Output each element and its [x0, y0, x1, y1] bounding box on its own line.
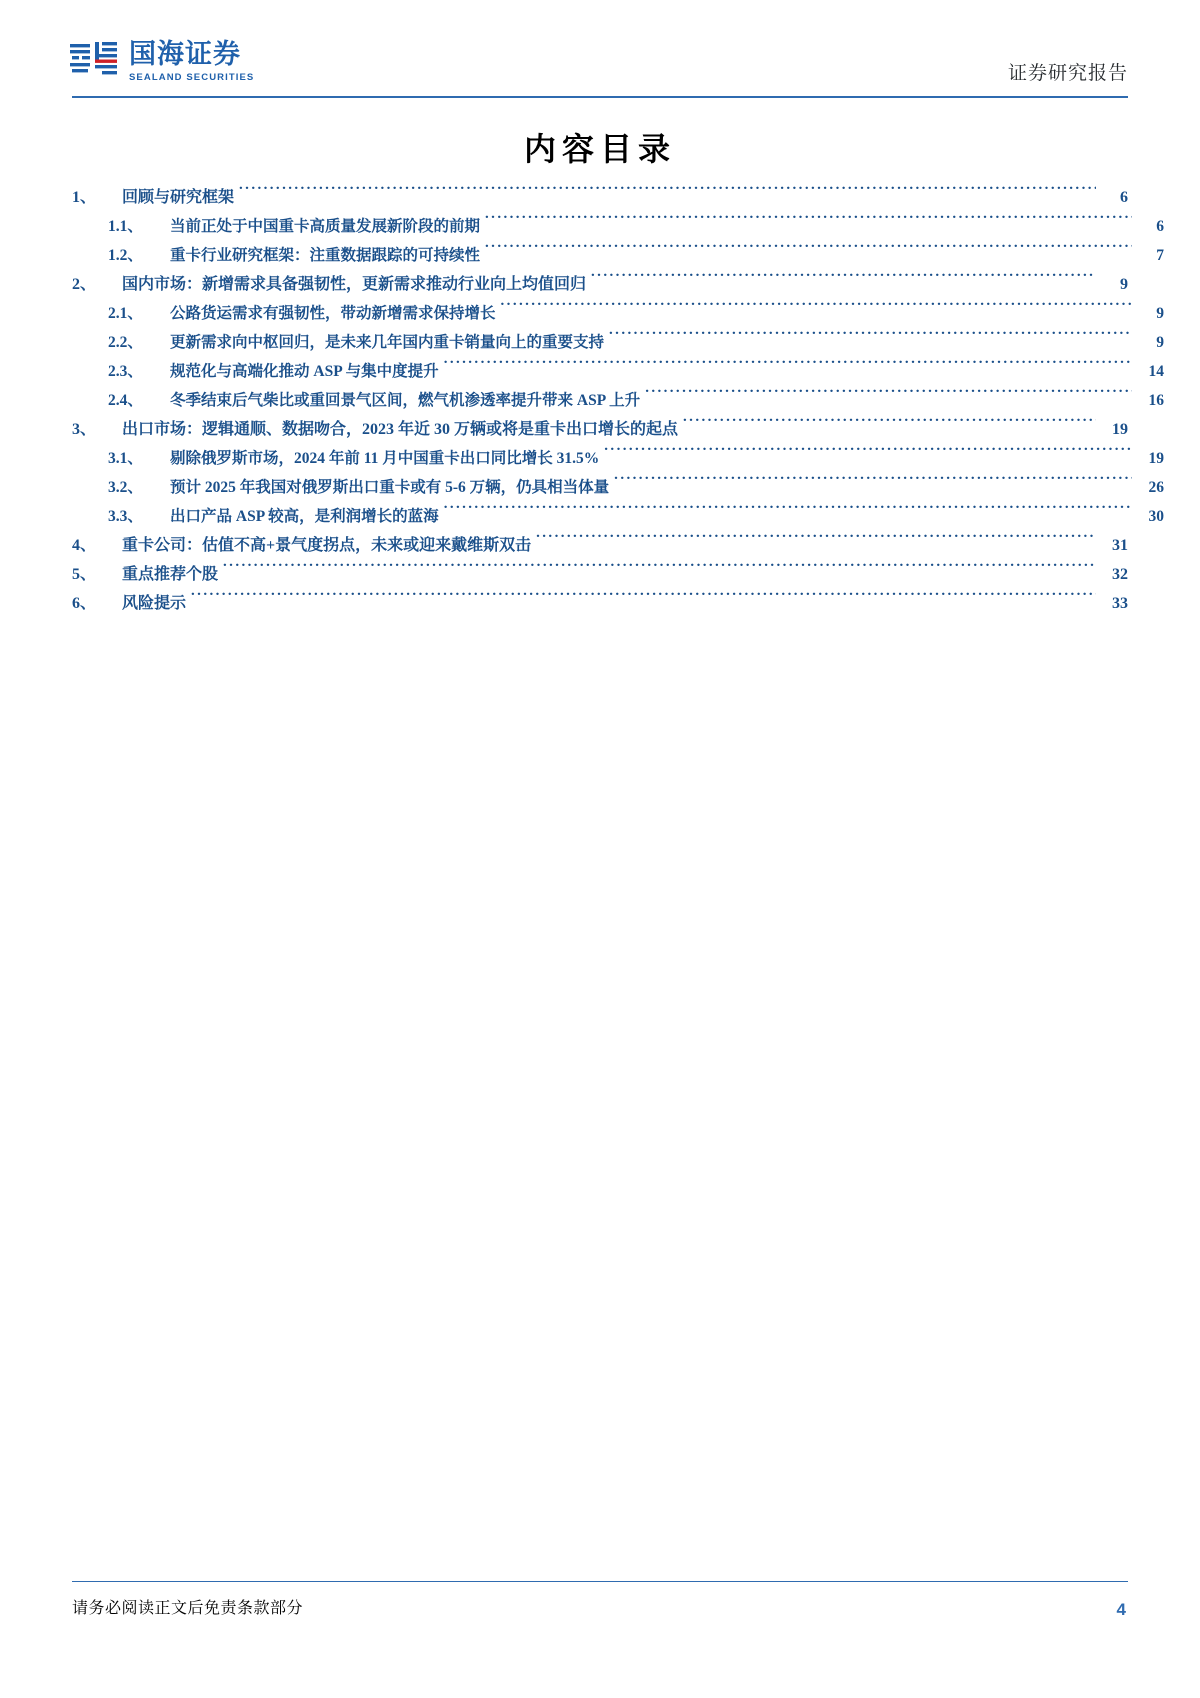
toc-entry[interactable] [72, 211, 1164, 240]
toc-entry[interactable] [72, 182, 1128, 211]
toc-leader-dots [609, 327, 1132, 347]
toc-entry-page: 19 [1148, 450, 1164, 467]
toc-entry[interactable] [72, 385, 1164, 414]
toc-entry-page: 9 [1120, 276, 1128, 293]
page-header [0, 0, 1200, 100]
toc-entry-number: 2.4、 [108, 392, 143, 409]
toc-entry-number: 5、 [72, 566, 97, 583]
toc-leader-dots [591, 269, 1096, 289]
toc-leader-dots [536, 530, 1096, 550]
toc-entry-page: 33 [1112, 595, 1128, 612]
toc-entry-label: 冬季结束后气柴比或重回景气区间，燃气机渗透率提升带来 ASP 上升 [170, 392, 641, 409]
toc-leader-dots [485, 211, 1132, 231]
toc-entry[interactable] [72, 588, 1128, 617]
toc-entry[interactable] [72, 501, 1164, 530]
toc-entry-label: 出口市场：逻辑通顺、数据吻合，2023 年近 30 万辆或将是重卡出口增长的起点 [122, 421, 679, 438]
toc-entry-label: 公路货运需求有强韧性，带动新增需求保持增长 [170, 305, 496, 322]
toc-leader-dots [223, 559, 1096, 579]
footer-page-number: 4 [1116, 1600, 1126, 1619]
toc-entry[interactable] [72, 414, 1128, 443]
toc-entry-label: 重卡行业研究框架：注重数据跟踪的可持续性 [170, 247, 481, 264]
toc-entry-label: 出口产品 ASP 较高，是利润增长的蓝海 [170, 508, 439, 525]
brand-name-cn: 国海证券 [129, 39, 241, 69]
toc-entry[interactable] [72, 298, 1164, 327]
toc-leader-dots [614, 472, 1132, 492]
toc-entry-page: 6 [1120, 189, 1128, 206]
toc-entry[interactable] [72, 356, 1164, 385]
toc-entry-label: 重卡公司：估值不高+景气度拐点，未来或迎来戴维斯双击 [122, 537, 532, 554]
toc-entry-label: 风险提示 [122, 595, 187, 612]
toc-leader-dots [485, 240, 1132, 260]
page-title: 内容目录 [523, 131, 676, 167]
toc-entry-number: 1.2、 [108, 247, 143, 264]
toc-entry[interactable] [72, 269, 1128, 298]
toc-entry-number: 3.2、 [108, 479, 143, 496]
toc-leader-dots [501, 298, 1132, 318]
header-divider [72, 96, 1128, 98]
table-of-contents [72, 182, 1164, 617]
toc-entry[interactable] [72, 559, 1128, 588]
toc-entry-page: 14 [1148, 363, 1164, 380]
toc-entry-label: 当前正处于中国重卡高质量发展新阶段的前期 [170, 218, 481, 235]
toc-leader-dots [444, 356, 1132, 376]
toc-entry-number: 1、 [72, 189, 97, 206]
footer-disclaimer: 请务必阅读正文后免责条款部分 [72, 1600, 304, 1617]
toc-entry-number: 3.1、 [108, 450, 143, 467]
footer-divider [72, 1581, 1128, 1582]
toc-leader-dots [604, 443, 1132, 463]
toc-entry-number: 2、 [72, 276, 97, 293]
toc-entry[interactable] [72, 530, 1128, 559]
toc-entry-label: 规范化与高端化推动 ASP 与集中度提升 [170, 363, 439, 380]
toc-entry-label: 重点推荐个股 [122, 566, 219, 583]
toc-entry-label: 更新需求向中枢回归，是未来几年国内重卡销量向上的重要支持 [170, 334, 605, 351]
toc-entry[interactable] [72, 443, 1164, 472]
toc-entry-label: 预计 2025 年我国对俄罗斯出口重卡或有 5-6 万辆，仍具相当体量 [170, 479, 610, 496]
brand-name-en: SEALAND SECURITIES [129, 72, 255, 83]
toc-entry-page: 16 [1148, 392, 1164, 409]
toc-entry-label: 回顾与研究框架 [122, 189, 235, 206]
toc-entry-page: 31 [1112, 537, 1128, 554]
toc-entry-number: 6、 [72, 595, 97, 612]
toc-entry-page: 30 [1148, 508, 1164, 525]
toc-entry-page: 9 [1156, 334, 1164, 351]
toc-leader-dots [645, 385, 1132, 405]
toc-leader-dots [191, 588, 1096, 608]
toc-entry-page: 7 [1156, 247, 1164, 264]
toc-entry[interactable] [72, 240, 1164, 269]
toc-entry[interactable] [72, 472, 1164, 501]
toc-entry-number: 3.3、 [108, 508, 143, 525]
toc-entry-label: 国内市场：新增需求具备强韧性，更新需求推动行业向上均值回归 [122, 276, 587, 293]
toc-entry-number: 4、 [72, 537, 97, 554]
toc-entry[interactable] [72, 327, 1164, 356]
toc-entry-page: 26 [1148, 479, 1164, 496]
toc-leader-dots [683, 414, 1096, 434]
toc-entry-label: 剔除俄罗斯市场，2024 年前 11 月中国重卡出口同比增长 31.5% [170, 450, 600, 467]
toc-leader-dots [444, 501, 1132, 521]
report-type-label: 证券研究报告 [1007, 63, 1128, 84]
toc-entry-number: 2.3、 [108, 363, 143, 380]
toc-entry-page: 9 [1156, 305, 1164, 322]
toc-entry-page: 6 [1156, 218, 1164, 235]
toc-entry-number: 3、 [72, 421, 97, 438]
toc-entry-page: 19 [1112, 421, 1128, 438]
brand-logo [68, 38, 254, 84]
toc-entry-number: 2.1、 [108, 305, 143, 322]
toc-entry-number: 2.2、 [108, 334, 143, 351]
toc-entry-number: 1.1、 [108, 218, 143, 235]
toc-entry-page: 32 [1112, 566, 1128, 583]
toc-leader-dots [239, 182, 1096, 202]
sealand-logo-mark-icon [68, 38, 120, 82]
